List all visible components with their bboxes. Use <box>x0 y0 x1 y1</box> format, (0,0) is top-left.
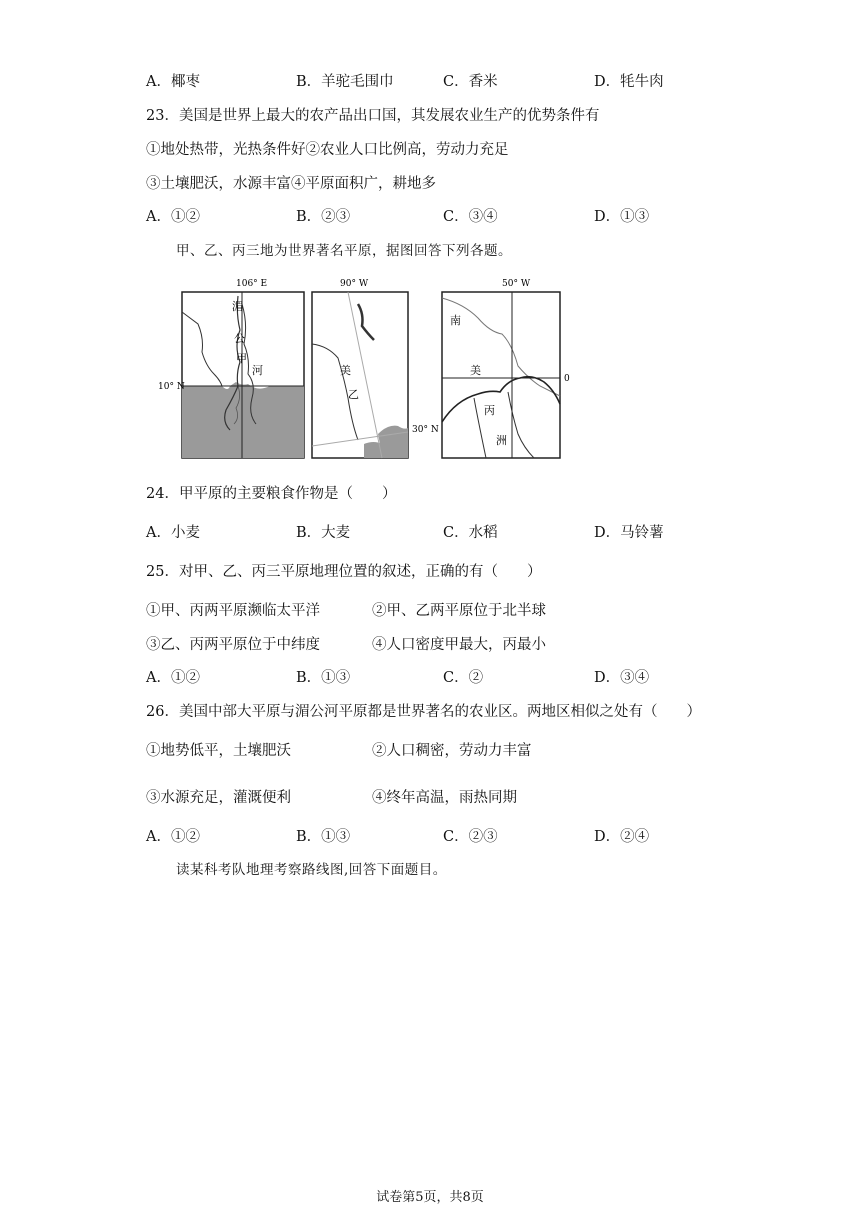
q26-option-b[interactable]: B．①③ <box>296 829 351 845</box>
page-footer: 试卷第5页，共8页 <box>376 1190 484 1205</box>
q24-stem: 24．甲平原的主要粮食作物是（ ） <box>146 486 397 502</box>
q24-option-a[interactable]: A．小麦 <box>146 525 200 541</box>
map-yi-lon-label: 90° W <box>340 279 369 289</box>
map-yi <box>312 279 439 458</box>
map-jia-lat-label: 10° N <box>158 382 185 392</box>
q23-option-c[interactable]: C．③④ <box>443 209 498 225</box>
q22-options <box>146 72 706 92</box>
map-bing-lat-label: 0 <box>564 374 570 384</box>
map-bing-lon-label: 50° W <box>502 279 531 289</box>
q24-option-d[interactable]: D．马铃薯 <box>594 525 664 541</box>
plains-maps-svg <box>158 274 578 460</box>
q23-option-b[interactable]: B．②③ <box>296 209 351 225</box>
q22-option-a[interactable]: A．椰枣 <box>146 74 200 90</box>
q23-options <box>146 207 706 227</box>
q25-option-b[interactable]: B．①③ <box>296 670 351 686</box>
q25-statement-2: ②甲、乙两平原位于北半球 <box>372 603 546 619</box>
q22-option-c[interactable]: C．香米 <box>443 74 498 90</box>
q25-statements-row-1 <box>146 601 546 621</box>
q25-option-a[interactable]: A．①② <box>146 670 200 686</box>
plains-maps-figure <box>158 274 578 460</box>
q25-statement-3: ③乙、丙两平原位于中纬度 <box>146 637 320 653</box>
q26-statements-row-2 <box>146 788 517 808</box>
plains-intro: 甲、乙、丙三地为世界著名平原，据图回答下列各题。 <box>176 243 512 259</box>
q22-option-d[interactable]: D．牦牛肉 <box>594 74 664 90</box>
map-bing-char-1: 南 <box>450 314 461 327</box>
map-bing <box>442 279 570 458</box>
map-jia-char-2: 公 <box>234 332 245 345</box>
q26-option-d[interactable]: D．②④ <box>594 829 650 845</box>
q26-option-c[interactable]: C．②③ <box>443 829 498 845</box>
q23-option-d[interactable]: D．①③ <box>594 209 650 225</box>
q25-statements-row-2 <box>146 635 546 655</box>
map-jia-char-1: 湄 <box>232 300 243 313</box>
q26-statement-3: ③水源充足，灌溉便利 <box>146 790 291 806</box>
q23-stem: 23．美国是世界上最大的农产品出口国，其发展农业生产的优势条件有 <box>146 108 600 124</box>
q26-statement-2: ②人口稠密，劳动力丰富 <box>372 743 532 759</box>
map-jia <box>158 279 304 458</box>
q24-option-c[interactable]: C．水稻 <box>443 525 498 541</box>
map-jia-char-4: 河 <box>252 364 263 377</box>
q23-option-a[interactable]: A．①② <box>146 209 200 225</box>
q23-statement-2: ③土壤肥沃，水源丰富④平原面积广，耕地多 <box>146 176 436 192</box>
map-bing-char-2: 美 <box>470 364 481 377</box>
q22-option-b[interactable]: B．羊驼毛围巾 <box>296 74 394 90</box>
q26-statement-1: ①地势低平，土壤肥沃 <box>146 743 291 759</box>
map-bing-char-4: 洲 <box>496 434 507 447</box>
q25-statement-4: ④人口密度甲最大，丙最小 <box>372 637 546 653</box>
q25-option-d[interactable]: D．③④ <box>594 670 650 686</box>
map-yi-char-1: 美 <box>340 364 351 377</box>
map-jia-lon-label: 106° E <box>236 279 268 289</box>
q25-options <box>146 668 706 688</box>
map-bing-char-3: 丙 <box>484 404 495 417</box>
map-yi-lat-label: 30° N <box>412 425 439 435</box>
q25-option-c[interactable]: C．② <box>443 670 484 686</box>
q26-stem: 26．美国中部大平原与湄公河平原都是世界著名的农业区。两地区相似之处有（ ） <box>146 704 701 720</box>
q26-statement-4: ④终年高温，雨热同期 <box>372 790 517 806</box>
map-jia-char-3: 甲 <box>236 352 247 365</box>
map-yi-char-2: 乙 <box>348 388 359 401</box>
q25-statement-1: ①甲、丙两平原濒临太平洋 <box>146 603 320 619</box>
q26-option-a[interactable]: A．①② <box>146 829 200 845</box>
q24-options <box>146 523 706 543</box>
q25-stem: 25．对甲、乙、丙三平原地理位置的叙述，正确的有（ ） <box>146 564 542 580</box>
q24-option-b[interactable]: B．大麦 <box>296 525 351 541</box>
q23-statement-1: ①地处热带，光热条件好②农业人口比例高，劳动力充足 <box>146 142 509 158</box>
route-intro: 读某科考队地理考察路线图,回答下面题目。 <box>176 862 447 878</box>
q26-statements-row-1 <box>146 741 532 761</box>
q26-options <box>146 827 706 847</box>
